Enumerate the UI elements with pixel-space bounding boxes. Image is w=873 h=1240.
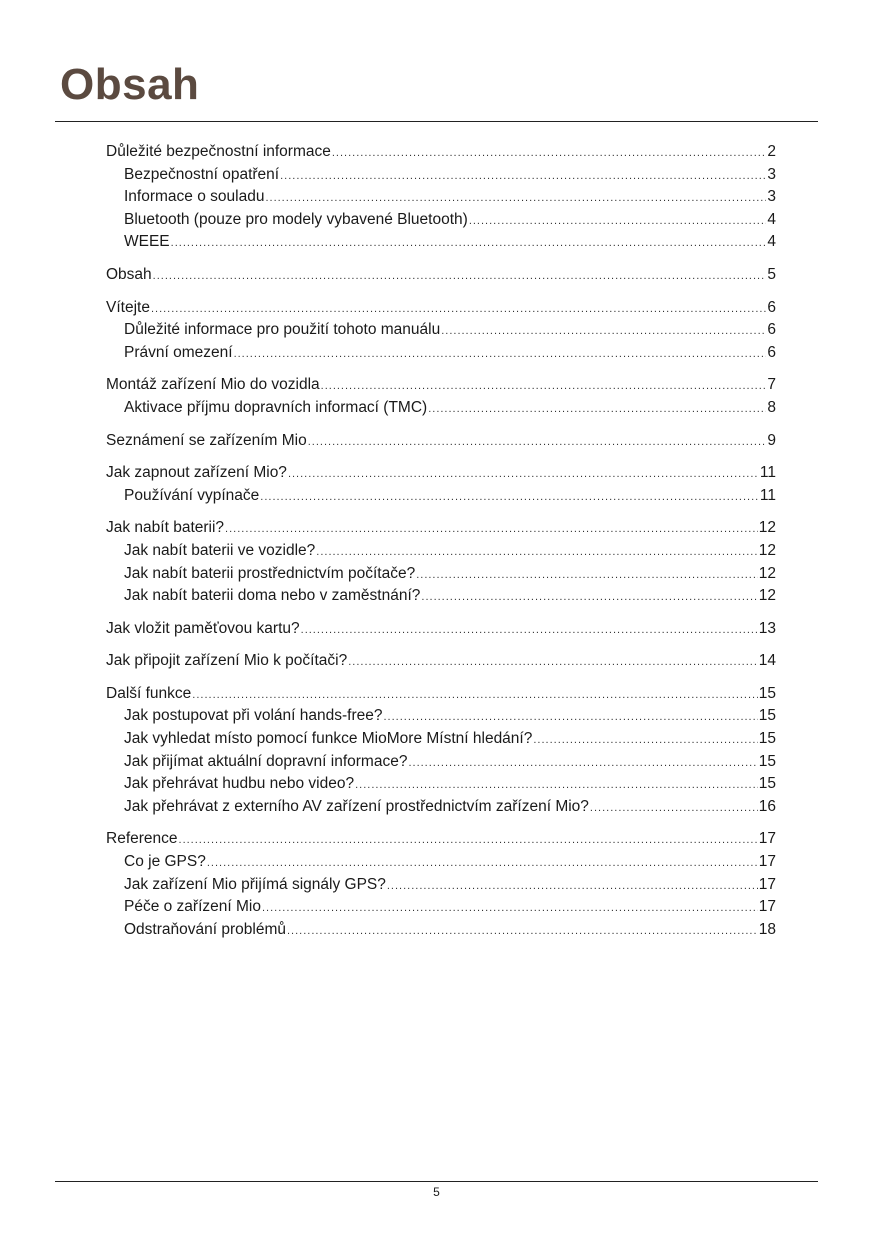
- toc-page-number: 12: [758, 519, 776, 537]
- toc-entry-label: Jak nabít baterii doma nebo v zaměstnání?: [124, 587, 421, 605]
- toc-page-number: 13: [758, 619, 776, 637]
- toc-subentry[interactable]: [106, 728, 776, 751]
- toc-page-number: 7: [767, 376, 776, 394]
- toc-entry[interactable]: [106, 650, 776, 673]
- toc-section: [106, 517, 776, 607]
- toc-entry-label: Jak nabít baterii ve vozidle?: [124, 541, 316, 559]
- toc-section: [106, 141, 776, 254]
- toc-subentry[interactable]: [106, 585, 776, 608]
- dot-leader: [428, 398, 766, 421]
- dot-leader: [332, 142, 767, 165]
- toc-entry[interactable]: [106, 683, 776, 706]
- footer-divider: [55, 1181, 818, 1182]
- toc-subentry[interactable]: [106, 164, 776, 187]
- dot-leader: [192, 684, 757, 707]
- toc-subentry[interactable]: [106, 209, 776, 232]
- dot-leader: [265, 187, 766, 210]
- toc-section: [106, 264, 776, 287]
- toc-entry-label: Jak postupovat při volání hands-free?: [124, 707, 383, 725]
- dot-leader: [321, 375, 767, 398]
- toc-subentry[interactable]: [106, 231, 776, 254]
- page-title: Obsah: [60, 60, 200, 109]
- toc-entry-label: Důležité informace pro použití tohoto manuálu: [124, 321, 441, 339]
- dot-leader: [590, 797, 758, 820]
- toc-entry-label: Obsah: [106, 265, 152, 283]
- toc-entry-label: Právní omezení: [124, 343, 233, 361]
- dot-leader: [421, 586, 757, 609]
- dot-leader: [316, 541, 757, 564]
- dot-leader: [441, 320, 766, 343]
- toc-entry-label: Používání vypínače: [124, 486, 260, 504]
- toc-entry-label: Montáž zařízení Mio do vozidla: [106, 376, 320, 394]
- toc-entry-label: Bluetooth (pouze pro modely vybavené Bluetooth): [124, 210, 468, 228]
- toc-page-number: 3: [767, 188, 776, 206]
- toc-entry[interactable]: [106, 828, 776, 851]
- dot-leader: [287, 920, 758, 943]
- dot-leader: [469, 210, 767, 233]
- dot-leader: [348, 651, 758, 674]
- toc-page-number: 11: [759, 464, 776, 482]
- toc-entry-label: Jak připojit zařízení Mio k počítači?: [106, 652, 348, 670]
- toc-page-number: 17: [758, 830, 776, 848]
- toc-page-number: 15: [758, 775, 776, 793]
- toc-subentry[interactable]: [106, 485, 776, 508]
- toc-entry-label: Jak zapnout zařízení Mio?: [106, 464, 287, 482]
- toc-subentry[interactable]: [106, 796, 776, 819]
- toc-page-number: 12: [758, 587, 776, 605]
- toc-section: [106, 297, 776, 365]
- toc-subentry[interactable]: [106, 397, 776, 420]
- dot-leader: [387, 875, 758, 898]
- toc-page-number: 17: [758, 875, 776, 893]
- toc-page-number: 17: [758, 853, 776, 871]
- toc-page-number: 4: [767, 233, 776, 251]
- toc-entry-label: Seznámení se zařízením Mio: [106, 431, 307, 449]
- toc-subentry[interactable]: [106, 540, 776, 563]
- toc-entry-label: Důležité bezpečnostní informace: [106, 143, 331, 160]
- toc-subentry[interactable]: [106, 751, 776, 774]
- dot-leader: [408, 752, 757, 775]
- toc-entry-label: Péče o zařízení Mio: [124, 898, 261, 916]
- toc-section: [106, 430, 776, 453]
- toc-page-number: 11: [759, 486, 776, 504]
- dot-leader: [280, 165, 766, 188]
- toc-page-number: 12: [758, 541, 776, 559]
- toc-page-number: 15: [758, 684, 776, 702]
- toc-subentry[interactable]: [106, 705, 776, 728]
- toc-subentry[interactable]: [106, 874, 776, 897]
- dot-leader: [533, 729, 757, 752]
- dot-leader: [153, 265, 767, 288]
- dot-leader: [355, 774, 758, 797]
- toc-subentry[interactable]: [106, 186, 776, 209]
- toc-entry-label: Bezpečnostní opatření: [124, 165, 280, 183]
- toc-page-number: 8: [767, 398, 776, 416]
- toc-page-number: 15: [758, 752, 776, 770]
- toc-entry-label: Jak přijímat aktuální dopravní informace?: [124, 752, 408, 770]
- toc-page-number: 6: [767, 298, 776, 316]
- toc-entry-label: Reference: [106, 830, 178, 848]
- dot-leader: [262, 897, 758, 920]
- toc-page-number: 14: [758, 652, 776, 670]
- toc-entry[interactable]: [106, 141, 776, 164]
- toc-page-number: 3: [767, 165, 776, 183]
- dot-leader: [179, 829, 758, 852]
- dot-leader: [171, 232, 767, 255]
- toc-subentry[interactable]: [106, 851, 776, 874]
- toc-entry[interactable]: [106, 430, 776, 453]
- toc-entry-label: Jak nabít baterii?: [106, 519, 225, 537]
- toc-page-number: 9: [767, 431, 776, 449]
- toc-section: [106, 618, 776, 641]
- toc-page-number: 6: [767, 343, 776, 361]
- toc-entry-label: Jak zařízení Mio přijímá signály GPS?: [124, 875, 386, 893]
- toc-entry-label: Odstraňování problémů: [124, 920, 286, 938]
- toc-page-number: 12: [758, 564, 776, 582]
- dot-leader: [308, 431, 767, 454]
- toc-entry-label: Co je GPS?: [124, 853, 206, 871]
- toc-entry-label: Vítejte: [106, 298, 150, 316]
- toc-entry-label: Jak vložit paměťovou kartu?: [106, 619, 300, 637]
- toc-subentry[interactable]: [106, 342, 776, 365]
- toc-entry-label: Informace o souladu: [124, 188, 265, 206]
- dot-leader: [234, 343, 767, 366]
- toc-section: [106, 683, 776, 819]
- dot-leader: [207, 852, 758, 875]
- toc-page-number: 5: [767, 265, 776, 283]
- toc-entry-label: Jak nabít baterii prostřednictvím počítače?: [124, 564, 416, 582]
- header-divider: [55, 121, 818, 122]
- toc-page-number: 16: [758, 797, 776, 815]
- toc-page-number: 18: [758, 920, 776, 938]
- page-number: 5: [433, 1185, 440, 1199]
- toc-entry-label: Jak vyhledat místo pomocí funkce MioMore Místní hledání?: [124, 730, 533, 748]
- dot-leader: [260, 486, 759, 509]
- toc-page-number: 4: [767, 210, 776, 228]
- toc-page-number: 6: [767, 321, 776, 339]
- toc-subentry[interactable]: [106, 773, 776, 796]
- toc-subentry[interactable]: [106, 563, 776, 586]
- toc-entry[interactable]: [106, 462, 776, 485]
- toc-page-number: 2: [767, 143, 776, 160]
- toc-entry-label: Jak přehrávat hudbu nebo video?: [124, 775, 355, 793]
- toc-section: [106, 462, 776, 507]
- toc-entry[interactable]: [106, 264, 776, 287]
- toc-page-number: 15: [758, 730, 776, 748]
- toc-subentry[interactable]: [106, 319, 776, 342]
- toc-entry[interactable]: [106, 374, 776, 397]
- dot-leader: [301, 619, 758, 642]
- table-of-contents: [106, 141, 776, 951]
- dot-leader: [288, 463, 759, 486]
- toc-entry[interactable]: [106, 618, 776, 641]
- toc-entry-label: Jak přehrávat z externího AV zařízení prostřednictvím zařízení Mio?: [124, 797, 589, 815]
- toc-subentry[interactable]: [106, 919, 776, 942]
- dot-leader: [225, 518, 758, 541]
- dot-leader: [416, 564, 758, 587]
- toc-entry-label: Další funkce: [106, 684, 192, 702]
- toc-subentry[interactable]: [106, 896, 776, 919]
- toc-entry-label: WEEE: [124, 233, 170, 251]
- toc-page-number: 15: [758, 707, 776, 725]
- dot-leader: [151, 298, 766, 321]
- toc-section: [106, 650, 776, 673]
- toc-page-number: 17: [758, 898, 776, 916]
- dot-leader: [384, 706, 758, 729]
- toc-entry-label: Aktivace příjmu dopravních informací (TMC): [124, 398, 428, 416]
- toc-entry[interactable]: [106, 517, 776, 540]
- toc-section: [106, 828, 776, 941]
- toc-section: [106, 374, 776, 419]
- toc-entry[interactable]: [106, 297, 776, 320]
